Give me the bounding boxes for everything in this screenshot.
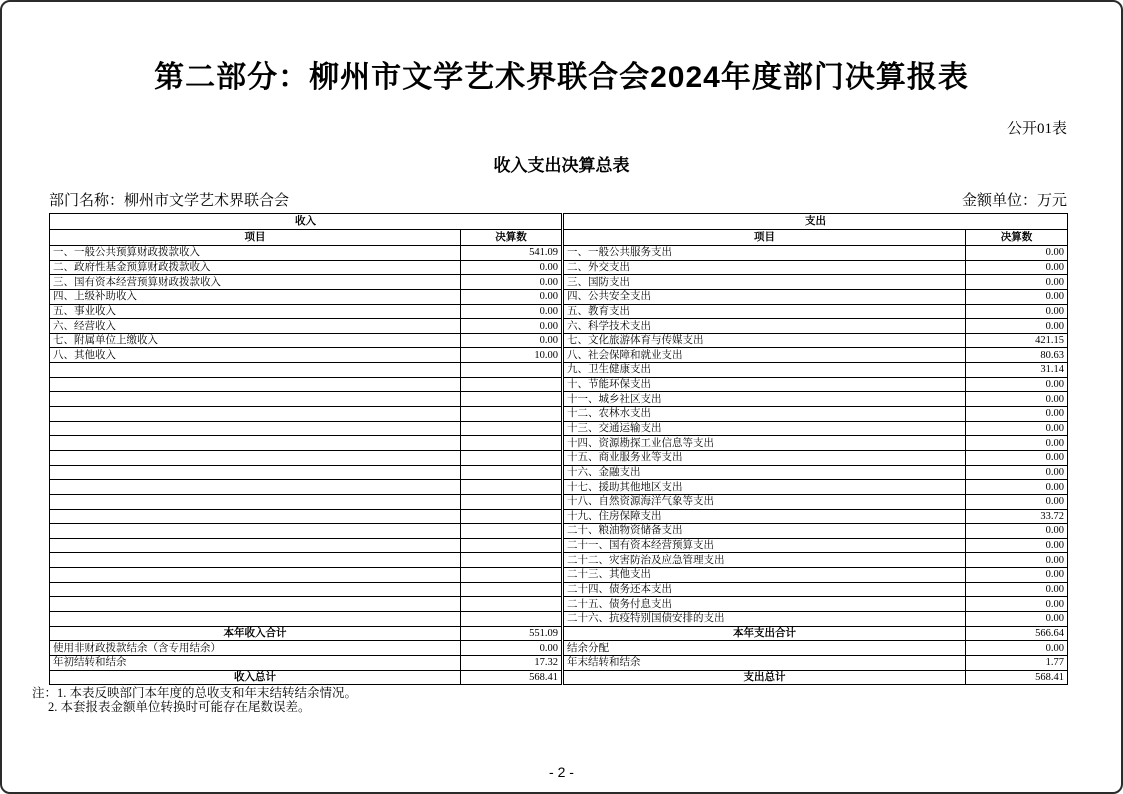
table-row xyxy=(50,348,1068,363)
expense-item-cell: 八、社会保障和就业支出 xyxy=(563,348,966,363)
income-value-cell xyxy=(461,597,563,612)
income-value-cell xyxy=(461,612,563,627)
table-meta-row xyxy=(49,189,1067,210)
page-number: - 2 - xyxy=(549,764,574,780)
table-body xyxy=(50,246,1068,685)
income-item-cell xyxy=(50,612,461,627)
table-row xyxy=(50,363,1068,378)
income-value-cell xyxy=(461,582,563,597)
income-value-cell xyxy=(461,509,563,524)
income-item-cell xyxy=(50,392,461,407)
income-value-cell xyxy=(461,480,563,495)
income-item-cell xyxy=(50,568,461,583)
income-value-cell xyxy=(461,436,563,451)
income-item-cell: 四、上级补助收入 xyxy=(50,289,461,304)
expense-value-cell: 0.00 xyxy=(966,407,1068,422)
column-header-row xyxy=(50,230,1068,246)
table-row xyxy=(50,582,1068,597)
expense-value-cell: 0.00 xyxy=(966,494,1068,509)
expense-value-cell: 0.00 xyxy=(966,275,1068,290)
expense-item-cell: 一、一般公共服务支出 xyxy=(563,246,966,261)
income-value-cell xyxy=(461,494,563,509)
table-row xyxy=(50,480,1068,495)
income-value-cell xyxy=(461,524,563,539)
expense-item-cell: 结余分配 xyxy=(563,641,966,656)
income-item-cell: 二、政府性基金预算财政拨款收入 xyxy=(50,260,461,275)
expense-item-cell: 十、节能环保支出 xyxy=(563,377,966,392)
expense-item-cell: 二十三、其他支出 xyxy=(563,568,966,583)
table-row xyxy=(50,436,1068,451)
income-item-cell xyxy=(50,597,461,612)
table-row xyxy=(50,509,1068,524)
department-name-label: 部门名称：柳州市文学艺术界联合会 xyxy=(49,193,290,209)
expense-value-cell: 0.00 xyxy=(966,480,1068,495)
amount-unit-label: 金额单位：万元 xyxy=(961,193,1067,209)
income-item-cell xyxy=(50,363,461,378)
income-item-cell: 使用非财政拨款结余（含专用结余） xyxy=(50,641,461,656)
expense-section-header: 支出 xyxy=(563,214,1068,230)
expense-item-cell: 十一、城乡社区支出 xyxy=(563,392,966,407)
expense-item-cell: 二十四、债务还本支出 xyxy=(563,582,966,597)
income-amount-column-header: 决算数 xyxy=(461,230,563,246)
income-item-cell xyxy=(50,524,461,539)
table-title: 收入支出决算总表 xyxy=(493,156,630,175)
table-row xyxy=(50,392,1068,407)
expense-value-cell: 80.63 xyxy=(966,348,1068,363)
income-item-cell: 五、事业收入 xyxy=(50,304,461,319)
expense-item-column-header: 项目 xyxy=(563,230,966,246)
section-header-row xyxy=(50,214,1068,230)
expense-item-cell: 十二、农林水支出 xyxy=(563,407,966,422)
income-item-cell: 三、国有资本经营预算财政拨款收入 xyxy=(50,275,461,290)
expense-value-cell: 0.00 xyxy=(966,377,1068,392)
expense-value-cell: 0.00 xyxy=(966,538,1068,553)
expense-value-cell: 0.00 xyxy=(966,524,1068,539)
income-value-cell xyxy=(461,568,563,583)
income-value-cell: 568.41 xyxy=(461,670,563,685)
expense-value-cell: 31.14 xyxy=(966,363,1068,378)
income-item-cell xyxy=(50,538,461,553)
table-row xyxy=(50,597,1068,612)
income-item-cell xyxy=(50,494,461,509)
expense-value-cell: 0.00 xyxy=(966,641,1068,656)
income-value-cell: 551.09 xyxy=(461,626,563,641)
income-item-column-header: 项目 xyxy=(50,230,461,246)
income-item-cell xyxy=(50,377,461,392)
income-item-cell: 一、一般公共预算财政拨款收入 xyxy=(50,246,461,261)
income-item-cell xyxy=(50,436,461,451)
income-item-cell xyxy=(50,582,461,597)
table-row xyxy=(50,246,1068,261)
expense-item-cell: 二、外交支出 xyxy=(563,260,966,275)
expense-item-cell: 三、国防支出 xyxy=(563,275,966,290)
table-row xyxy=(50,333,1068,348)
income-value-cell xyxy=(461,392,563,407)
expense-value-cell: 0.00 xyxy=(966,319,1068,334)
income-value-cell xyxy=(461,553,563,568)
income-item-cell: 年初结转和结余 xyxy=(50,655,461,670)
table-row xyxy=(50,304,1068,319)
table-code-label: 公开01表 xyxy=(1006,121,1067,137)
income-value-cell xyxy=(461,538,563,553)
table-row xyxy=(50,260,1068,275)
table-row xyxy=(50,377,1068,392)
income-value-cell: 17.32 xyxy=(461,655,563,670)
expense-amount-column-header: 决算数 xyxy=(966,230,1068,246)
expense-value-cell: 0.00 xyxy=(966,465,1068,480)
table-row xyxy=(50,612,1068,627)
income-item-cell: 六、经营收入 xyxy=(50,319,461,334)
income-expense-table xyxy=(49,213,1068,685)
page-title: 第二部分：柳州市文学艺术界联合会2024年度部门决算报表 xyxy=(154,61,969,94)
expense-item-cell: 本年支出合计 xyxy=(563,626,966,641)
income-item-cell: 收入总计 xyxy=(50,670,461,685)
table-row xyxy=(50,319,1068,334)
income-item-cell: 八、其他收入 xyxy=(50,348,461,363)
income-value-cell xyxy=(461,363,563,378)
expense-value-cell: 0.00 xyxy=(966,612,1068,627)
note-line: 注：1. 本表反映部门本年度的总收支和年末结转结余情况。 xyxy=(32,686,358,700)
table-notes xyxy=(32,686,1032,714)
expense-value-cell: 0.00 xyxy=(966,304,1068,319)
income-value-cell: 541.09 xyxy=(461,246,563,261)
income-value-cell xyxy=(461,377,563,392)
table-row xyxy=(50,641,1068,656)
note-line: 2. 本套报表金额单位转换时可能存在尾数误差。 xyxy=(48,700,311,714)
income-value-cell: 0.00 xyxy=(461,641,563,656)
income-item-cell xyxy=(50,407,461,422)
expense-value-cell: 0.00 xyxy=(966,392,1068,407)
income-value-cell: 0.00 xyxy=(461,333,563,348)
table-row xyxy=(50,626,1068,641)
income-value-cell: 0.00 xyxy=(461,260,563,275)
income-item-cell xyxy=(50,450,461,465)
expense-value-cell: 0.00 xyxy=(966,450,1068,465)
expense-item-cell: 支出总计 xyxy=(563,670,966,685)
expense-item-cell: 二十五、债务付息支出 xyxy=(563,597,966,612)
expense-value-cell: 0.00 xyxy=(966,246,1068,261)
expense-item-cell: 十七、援助其他地区支出 xyxy=(563,480,966,495)
income-item-cell xyxy=(50,509,461,524)
expense-item-cell: 十六、金融支出 xyxy=(563,465,966,480)
expense-item-cell: 四、公共安全支出 xyxy=(563,289,966,304)
income-value-cell: 0.00 xyxy=(461,304,563,319)
expense-value-cell: 0.00 xyxy=(966,568,1068,583)
table-row xyxy=(50,407,1068,422)
income-value-cell xyxy=(461,450,563,465)
expense-value-cell: 33.72 xyxy=(966,509,1068,524)
expense-item-cell: 五、教育支出 xyxy=(563,304,966,319)
expense-value-cell: 0.00 xyxy=(966,260,1068,275)
income-value-cell xyxy=(461,407,563,422)
income-item-cell xyxy=(50,465,461,480)
expense-value-cell: 0.00 xyxy=(966,421,1068,436)
income-item-cell: 七、附属单位上缴收入 xyxy=(50,333,461,348)
expense-value-cell: 0.00 xyxy=(966,582,1068,597)
expense-item-cell: 六、科学技术支出 xyxy=(563,319,966,334)
expense-item-cell: 年末结转和结余 xyxy=(563,655,966,670)
table-row xyxy=(50,655,1068,670)
income-item-cell xyxy=(50,421,461,436)
table-row xyxy=(50,450,1068,465)
table-row xyxy=(50,289,1068,304)
income-value-cell: 0.00 xyxy=(461,289,563,304)
table-row xyxy=(50,538,1068,553)
expense-value-cell: 0.00 xyxy=(966,289,1068,304)
table-row xyxy=(50,421,1068,436)
income-item-cell xyxy=(50,553,461,568)
expense-value-cell: 566.64 xyxy=(966,626,1068,641)
table-row xyxy=(50,494,1068,509)
expense-item-cell: 十四、资源勘探工业信息等支出 xyxy=(563,436,966,451)
income-value-cell xyxy=(461,465,563,480)
table-row xyxy=(50,524,1068,539)
expense-item-cell: 二十二、灾害防治及应急管理支出 xyxy=(563,553,966,568)
income-item-cell: 本年收入合计 xyxy=(50,626,461,641)
table-row xyxy=(50,553,1068,568)
expense-value-cell: 421.15 xyxy=(966,333,1068,348)
expense-value-cell: 0.00 xyxy=(966,597,1068,612)
expense-value-cell: 0.00 xyxy=(966,436,1068,451)
expense-item-cell: 十三、交通运输支出 xyxy=(563,421,966,436)
expense-item-cell: 二十、粮油物资储备支出 xyxy=(563,524,966,539)
expense-item-cell: 七、文化旅游体育与传媒支出 xyxy=(563,333,966,348)
table-row xyxy=(50,275,1068,290)
income-value-cell: 10.00 xyxy=(461,348,563,363)
income-value-cell: 0.00 xyxy=(461,275,563,290)
expense-item-cell: 二十六、抗疫特别国债安排的支出 xyxy=(563,612,966,627)
expense-item-cell: 十五、商业服务业等支出 xyxy=(563,450,966,465)
expense-value-cell: 1.77 xyxy=(966,655,1068,670)
income-item-cell xyxy=(50,480,461,495)
table-row xyxy=(50,568,1068,583)
table-row xyxy=(50,670,1068,685)
expense-value-cell: 0.00 xyxy=(966,553,1068,568)
table-row xyxy=(50,465,1068,480)
expense-value-cell: 568.41 xyxy=(966,670,1068,685)
income-value-cell: 0.00 xyxy=(461,319,563,334)
expense-item-cell: 十九、住房保障支出 xyxy=(563,509,966,524)
income-section-header: 收入 xyxy=(50,214,563,230)
expense-item-cell: 十八、自然资源海洋气象等支出 xyxy=(563,494,966,509)
expense-item-cell: 九、卫生健康支出 xyxy=(563,363,966,378)
expense-item-cell: 二十一、国有资本经营预算支出 xyxy=(563,538,966,553)
table-header xyxy=(50,214,1068,246)
income-value-cell xyxy=(461,421,563,436)
